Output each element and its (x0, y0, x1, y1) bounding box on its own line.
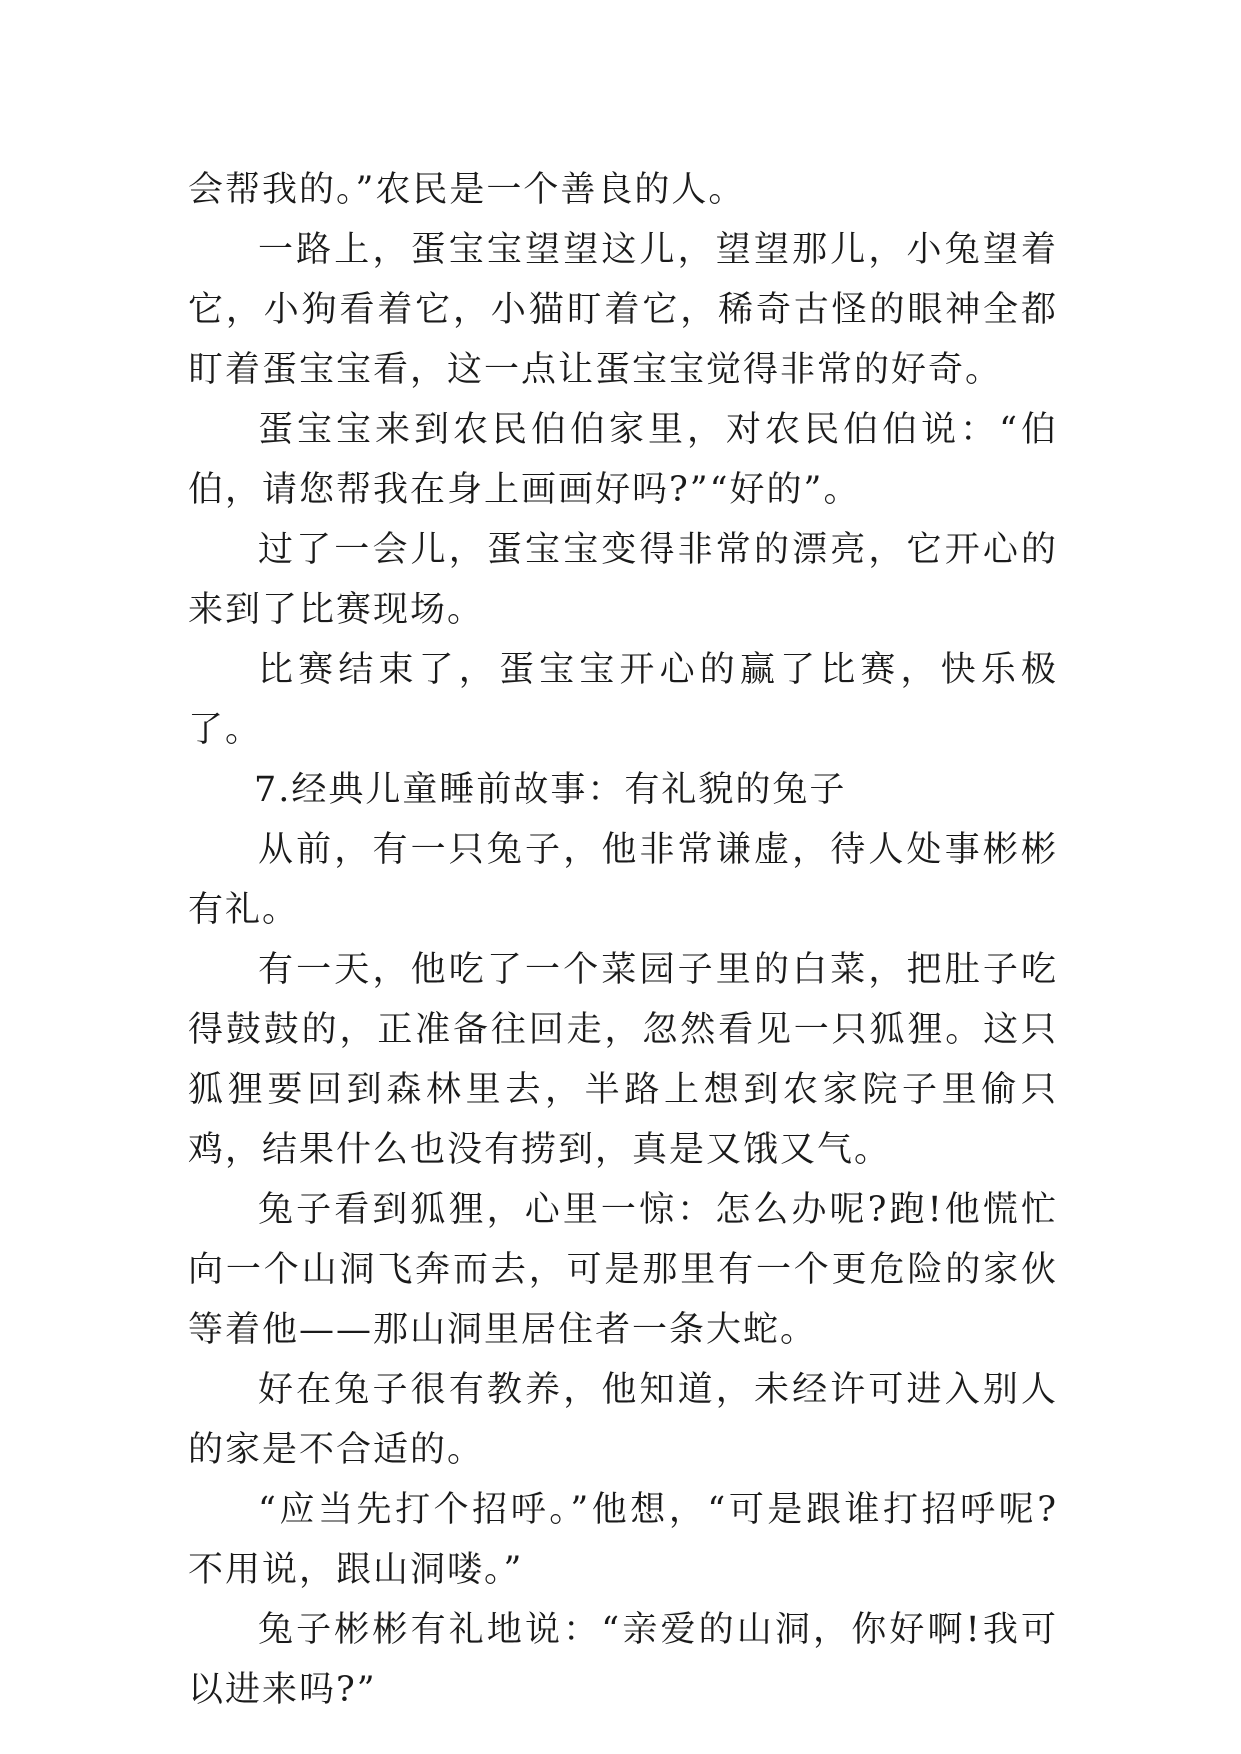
paragraph: 比赛结束了，蛋宝宝开心的赢了比赛，快乐极了。 (188, 650, 1058, 750)
paragraph: 好在兔子很有教养，他知道，未经许可进入别人的家是不合适的。 (188, 1370, 1058, 1470)
paragraph: 过了一会儿，蛋宝宝变得非常的漂亮，它开心的来到了比赛现场。 (188, 530, 1058, 630)
paragraph: 一路上，蛋宝宝望望这儿，望望那儿，小兔望着它，小狗看着它，小猫盯着它，稀奇古怪的眼神全都盯着蛋宝宝看，这一点让蛋宝宝觉得非常的好奇。 (188, 230, 1058, 390)
section-heading: 7.经典儿童睡前故事：有礼貌的兔子 (254, 770, 847, 810)
document-body (188, 160, 1058, 1720)
paragraph: 有一天，他吃了一个菜园子里的白菜，把肚子吃得鼓鼓的，正准备往回走，忽然看见一只狐狸。这只狐狸要回到森林里去，半路上想到农家院子里偷只鸡，结果什么也没有捞到，真是又饿又气。 (188, 950, 1058, 1170)
paragraph: 蛋宝宝来到农民伯伯家里，对农民伯伯说：“伯伯，请您帮我在身上画画好吗?”“好的”。 (188, 410, 1058, 510)
paragraph: “应当先打个招呼。”他想，“可是跟谁打招呼呢?不用说，跟山洞喽。” (188, 1490, 1058, 1590)
paragraph: 从前，有一只兔子，他非常谦虚，待人处事彬彬有礼。 (188, 830, 1058, 930)
paragraph: 会帮我的。”农民是一个善良的人。 (188, 170, 746, 210)
paragraph: 兔子看到狐狸，心里一惊：怎么办呢?跑!他慌忙向一个山洞飞奔而去，可是那里有一个更危险的家伙等着他——那山洞里居住者一条大蛇。 (188, 1190, 1058, 1350)
paragraph: 兔子彬彬有礼地说：“亲爱的山洞，你好啊!我可以进来吗?” (188, 1610, 1058, 1710)
